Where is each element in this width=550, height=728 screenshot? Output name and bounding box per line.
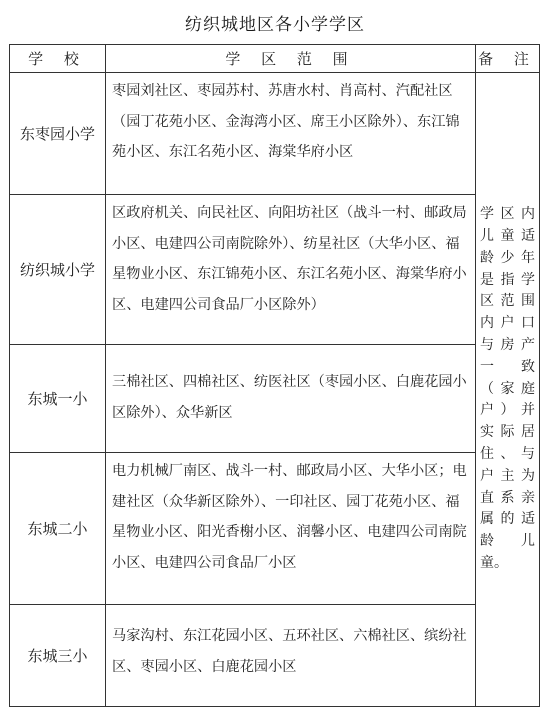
school-name: 东枣园小学 (10, 73, 106, 195)
table-header-row (10, 45, 540, 73)
header-school: 学 校 (10, 45, 106, 73)
school-district-table (9, 44, 540, 707)
school-name: 东城一小 (10, 345, 106, 453)
table-row (10, 453, 540, 605)
school-name: 东城三小 (10, 605, 106, 707)
header-note: 备 注 (476, 45, 540, 73)
table-row (10, 605, 540, 707)
table-row (10, 345, 540, 453)
header-range: 学 区 范 围 (106, 45, 476, 73)
district-range: 三棉社区、四棉社区、纺医社区（枣园小区、白鹿花园小区除外）、众华新区 (106, 345, 476, 453)
district-range: 马家沟村、东江花园小区、五环社区、六棉社区、缤纷社区、枣园小区、白鹿花园小区 (106, 605, 476, 707)
document-title: 纺织城地区各小学学区 (185, 15, 365, 35)
school-name: 东城二小 (10, 453, 106, 605)
school-name: 纺织城小学 (10, 195, 106, 345)
district-range: 枣园刘社区、枣园苏村、苏唐水村、肖高村、汽配社区（园丁花苑小区、金海湾小区、席王小区除外）、东江锦苑小区、东江名苑小区、海棠华府小区 (106, 73, 476, 195)
note-cell: 学区内儿童适龄少年是指学区范围内户口与房产一致（家庭户）并实际居住、与户主为直系亲属的适龄儿童。 (476, 73, 540, 707)
district-range: 电力机械厂南区、战斗一村、邮政局小区、大华小区；电建社区（众华新区除外）、一印社区、园丁花苑小区、福星物业小区、阳光香榭小区、润馨小区、电建四公司南院小区、电建四公司食品厂小区 (106, 453, 476, 605)
table-row (10, 73, 540, 195)
district-range: 区政府机关、向民社区、向阳坊社区（战斗一村、邮政局小区、电建四公司南院除外）、纺星社区（大华小区、福星物业小区、东江锦苑小区、东江名苑小区、海棠华府小区、电建四公司食品厂小区除外） (106, 195, 476, 345)
table-row (10, 195, 540, 345)
